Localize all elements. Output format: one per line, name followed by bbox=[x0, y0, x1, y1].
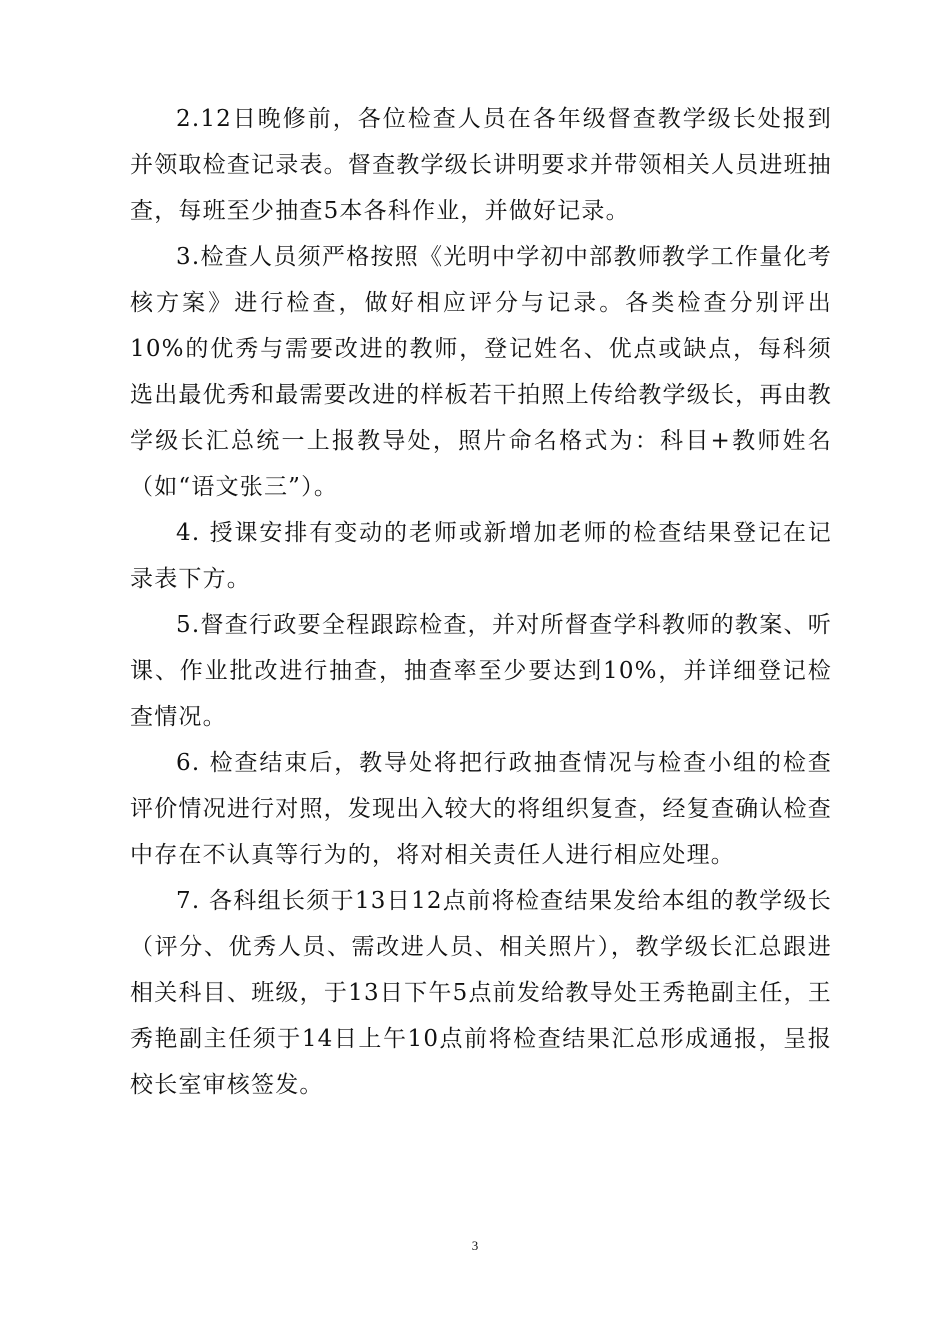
document-body bbox=[130, 96, 832, 1108]
paragraph-item-6: 6. 检查结束后，教导处将把行政抽查情况与检查小组的检查评价情况进行对照，发现出入较大的将组织复查，经复查确认检查中存在不认真等行为的，将对相关责任人进行相应处理。 bbox=[130, 750, 832, 868]
paragraph-item-7: 7. 各科组长须于13日12点前将检查结果发给本组的教学级长（评分、优秀人员、需改进人员、相关照片），教学级长汇总跟进相关科目、班级，于13日下午5点前发给教导处王秀艳副主任，王秀艳副主任须于14日上午10点前将检查结果汇总形成通报，呈报校长室审核签发。 bbox=[130, 888, 832, 1098]
paragraph-item-5: 5.督查行政要全程跟踪检查，并对所督查学科教师的教案、听课、作业批改进行抽查，抽查率至少要达到10%，并详细登记检查情况。 bbox=[130, 612, 832, 730]
paragraph-item-4: 4. 授课安排有变动的老师或新增加老师的检查结果登记在记录表下方。 bbox=[130, 520, 832, 592]
paragraph-item-3: 3.检查人员须严格按照《光明中学初中部教师教学工作量化考核方案》进行检查，做好相应评分与记录。各类检查分别评出10%的优秀与需要改进的教师，登记姓名、优点或缺点，每科须选出最优秀和最需要改进的样板若干拍照上传给教学级长，再由教学级长汇总统一上报教导处，照片命名格式为：科目+教师姓名（如“语文张三”）。 bbox=[130, 244, 832, 500]
page-number: 3 bbox=[471, 1238, 479, 1253]
paragraph-item-2: 2.12日晚修前，各位检查人员在各年级督查教学级长处报到并领取检查记录表。督查教学级长讲明要求并带领相关人员进班抽查，每班至少抽查5本各科作业，并做好记录。 bbox=[130, 106, 832, 224]
